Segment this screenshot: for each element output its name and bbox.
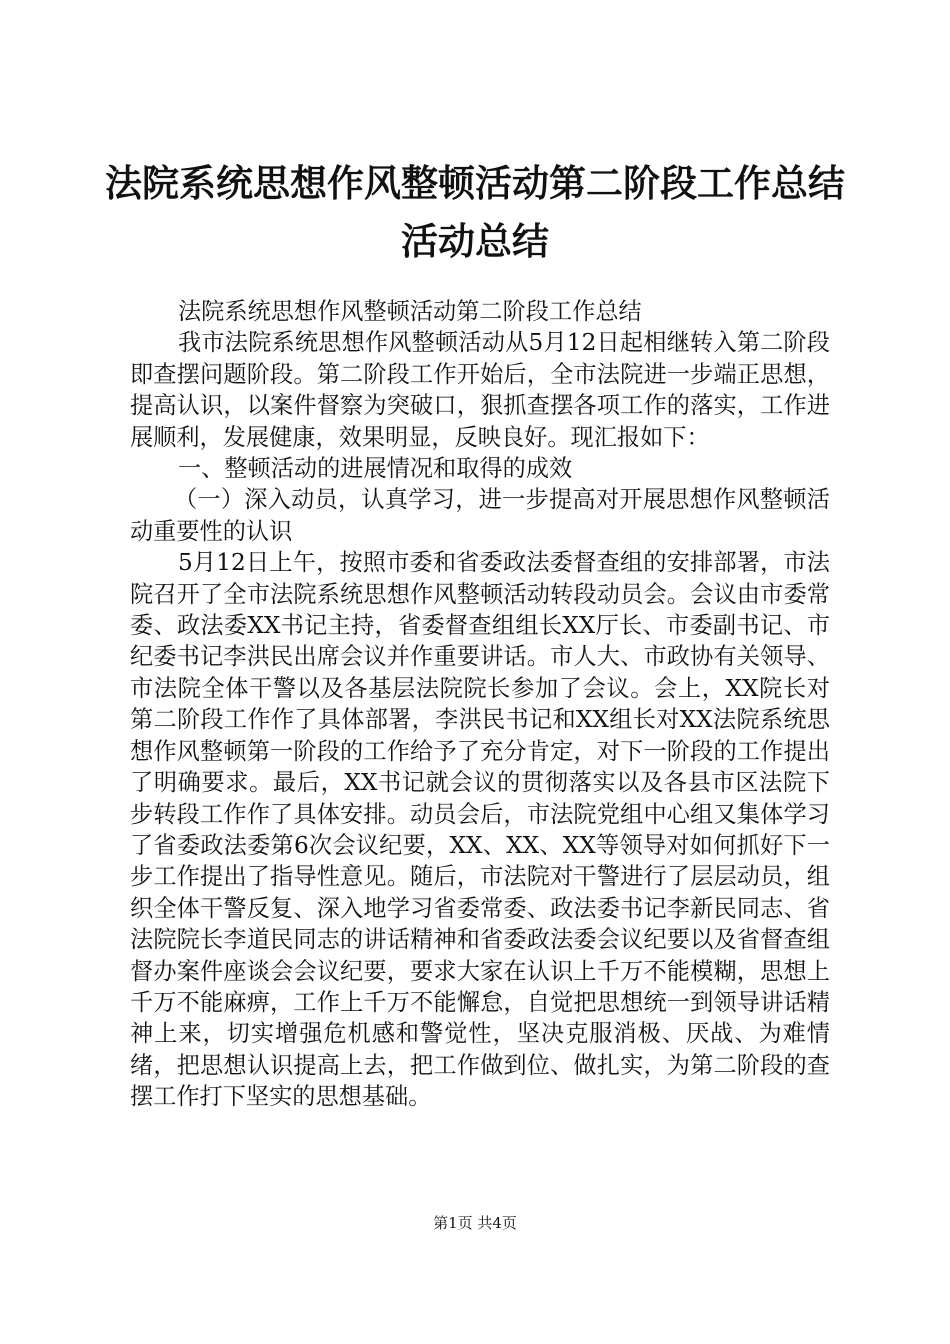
body-paragraph: 5月12日上午，按照市委和省委政法委督查组的安排部署，市法院召开了全市法院系统思想作风整顿活动转段动员会。会议由市委常委、政法委XX书记主持，省委督查组组长XX厅长、市委副书记、市纪委书记李洪民出席会议并作重要讲话。市人大、市政协有关领导、市法院全体干警以及各基层法院院长参加了会议。会上，XX院长对第二阶段工作作了具体部署，李洪民书记和XX组长对XX法院系统思想作风整顿第一阶段的工作给予了充分肯定，对下一阶段的工作提出了明确要求。最后，XX书记就会议的贯彻落实以及各县市区法院下步转段工作作了具体安排。动员会后，市法院党组中心组又集体学习了省委政法委第6次会议纪要，XX、XX、XX等领导对如何抓好下一步工作提出了指导性意见。随后，市法院对干警进行了层层动员，组织全体干警反复、深入地学习省委常委、政法委书记李新民同志、省法院院长李道民同志的讲话精神和省委政法委会议纪要以及省督查组督办案件座谈会会议纪要，要求大家在认识上千万不能模糊，思想上千万不能麻痹，工作上千万不能懈怠，自觉把思想统一到领导讲话精神上来，切实增强危机感和警觉性，坚决克服消极、厌战、为难情绪，把思想认识提高上去，把工作做到位、做扎实，为第二阶段的查摆工作打下坚实的思想基础。 bbox=[130, 549, 830, 1111]
page-footer: 第1页 共4页 bbox=[433, 1214, 517, 1232]
subsection-heading: （一）深入动员，认真学习，进一步提高对开展思想作风整顿活动重要性的认识 bbox=[130, 486, 830, 545]
body-paragraph: 我市法院系统思想作风整顿活动从5月12日起相继转入第二阶段即查摆问题阶段。第二阶段工作开始后，全市法院进一步端正思想，提高认识，以案件督察为突破口，狠抓查摆各项工作的落实，工作进展顺利，发展健康，效果明显，反映良好。现汇报如下： bbox=[130, 329, 830, 451]
document-body bbox=[130, 296, 830, 1113]
section-heading: 一、整顿活动的进展情况和取得的成效 bbox=[178, 455, 573, 483]
document-title-line-2: 活动总结 bbox=[401, 220, 549, 263]
document-title-line-1: 法院系统思想作风整顿活动第二阶段工作总结 bbox=[105, 162, 845, 205]
body-subtitle: 法院系统思想作风整顿活动第二阶段工作总结 bbox=[178, 298, 642, 325]
